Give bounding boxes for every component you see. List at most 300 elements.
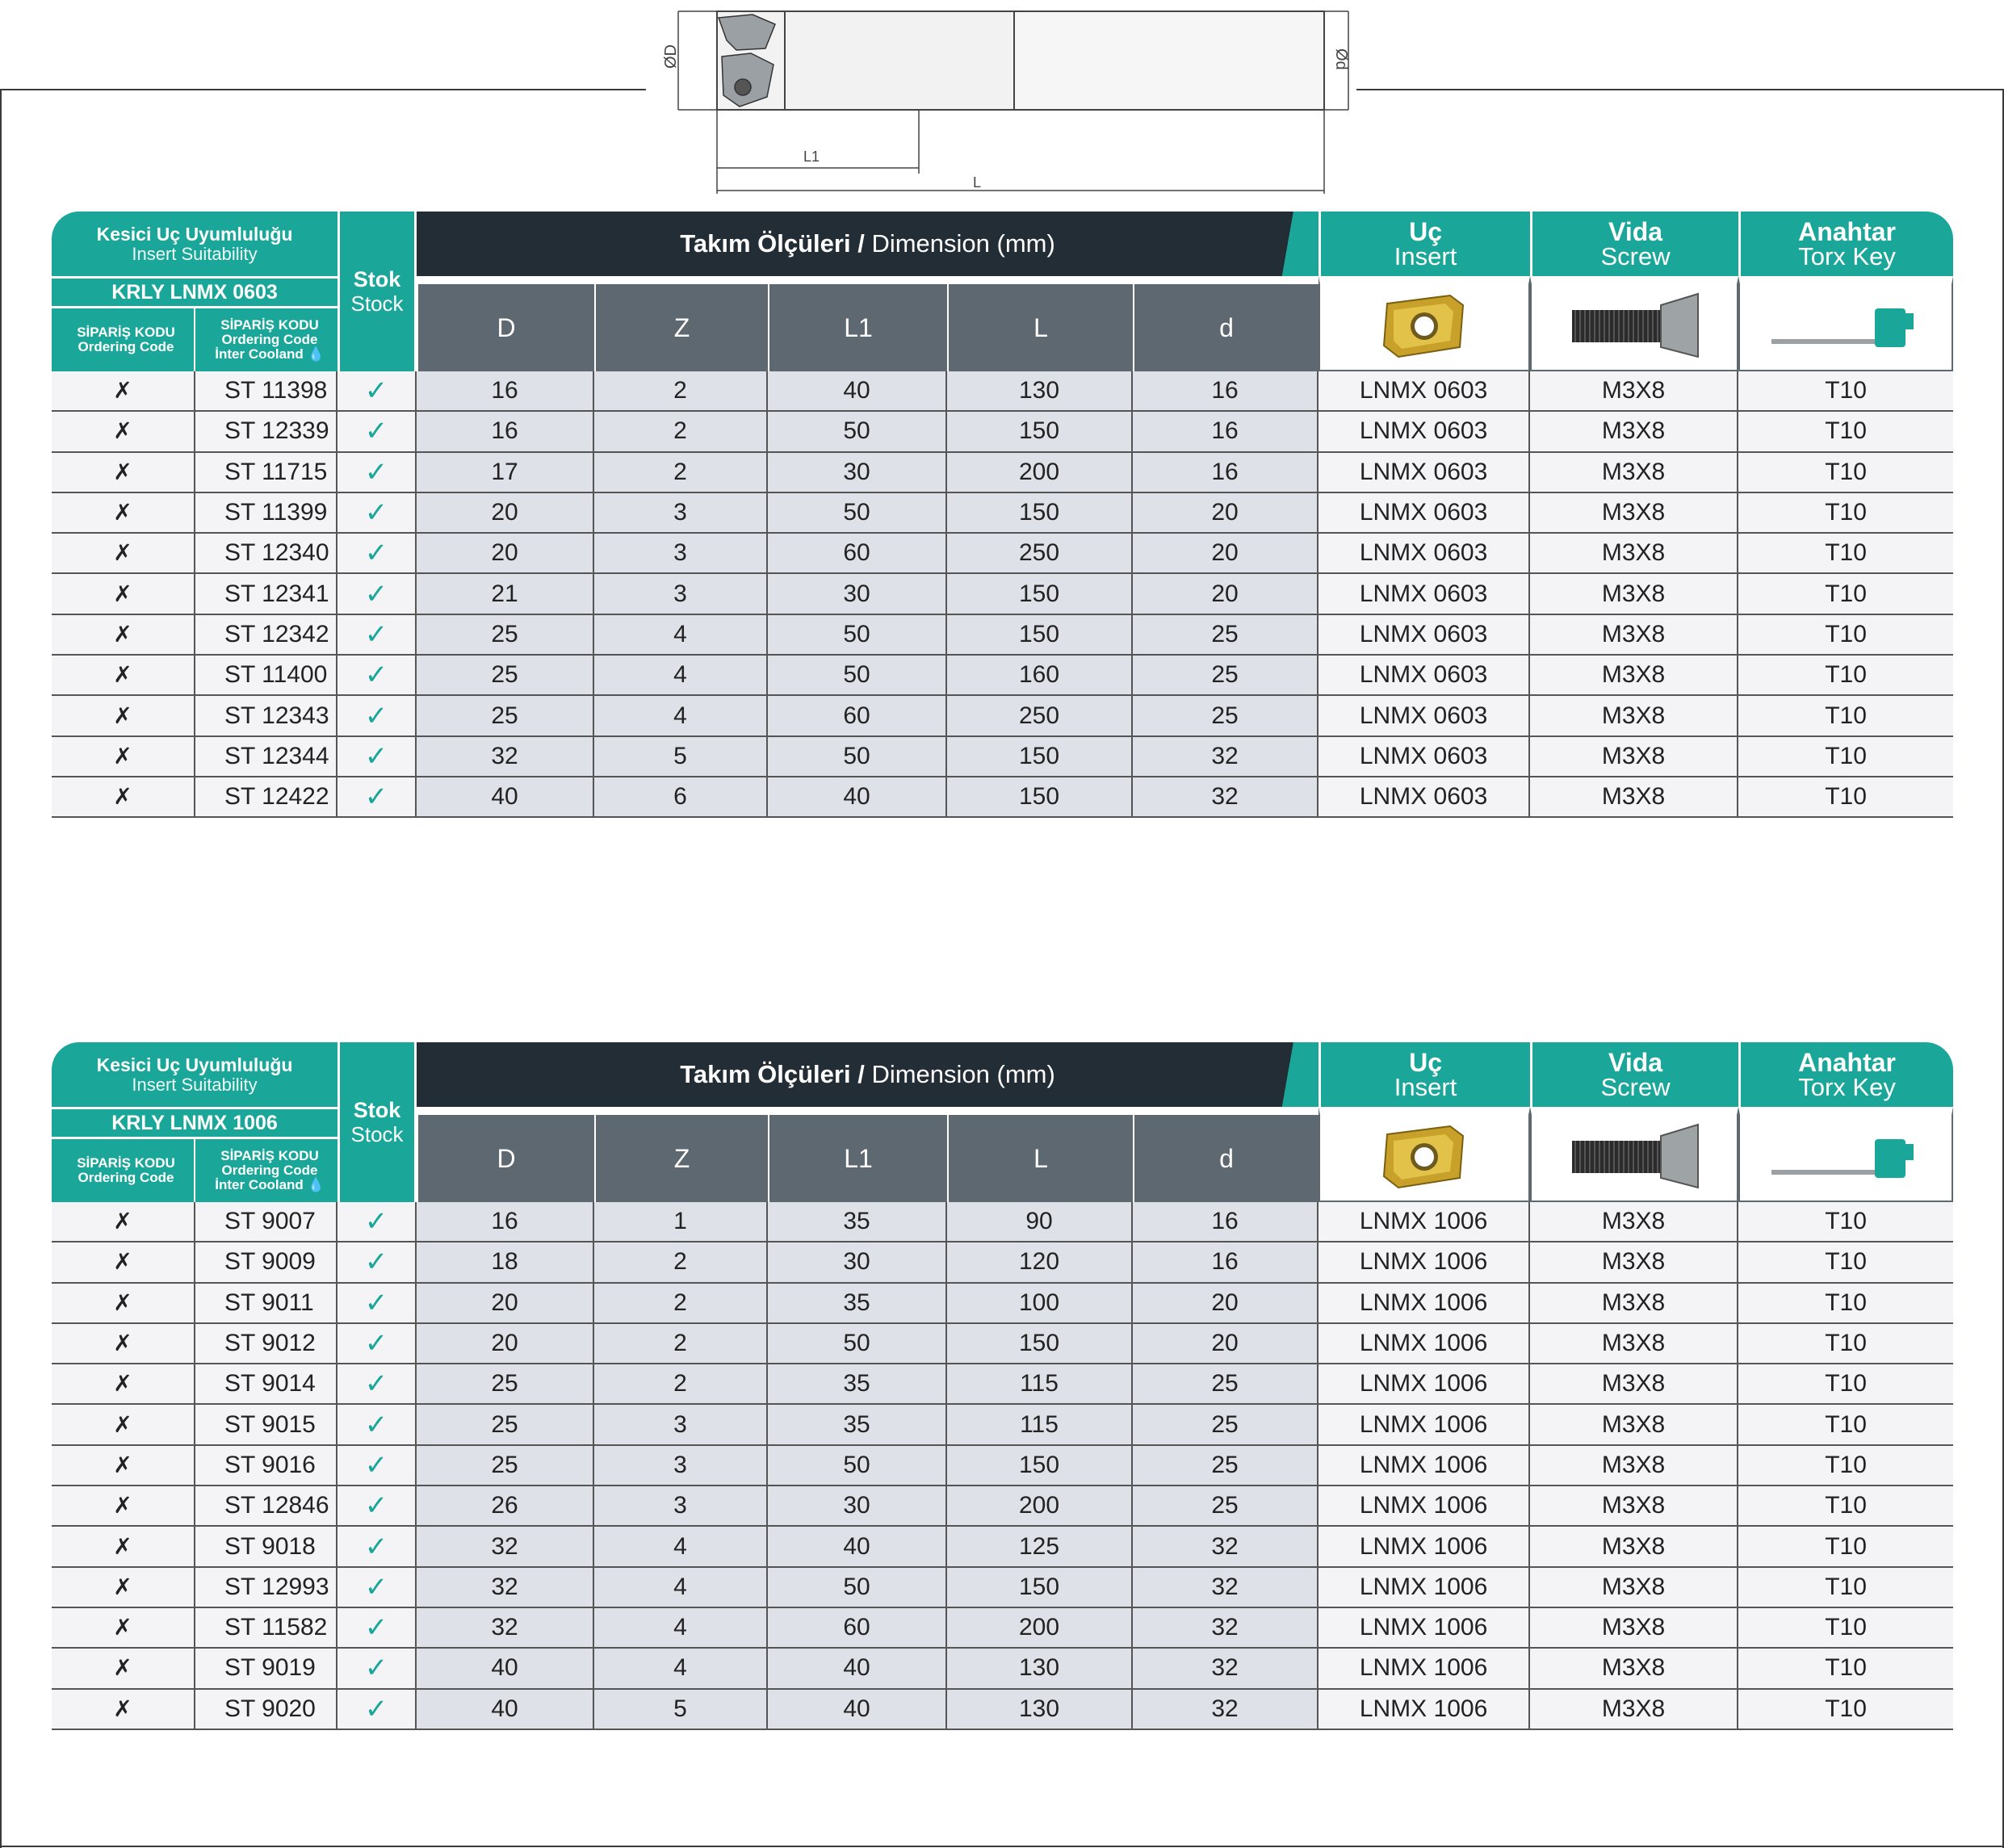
unavailable-mark: ✗: [113, 1289, 132, 1315]
key-cell: T10: [1738, 1242, 1953, 1283]
in-stock-check: ✓: [364, 375, 388, 407]
cell-d: 20: [1133, 1284, 1319, 1324]
ordering-code-cell: ST 9012: [195, 1324, 337, 1364]
table-row: [52, 1690, 1953, 1730]
label-D: ØD: [662, 44, 680, 69]
insert-cell: LNMX 1006: [1319, 1364, 1530, 1405]
cell-L: 150: [947, 1324, 1133, 1364]
cell-d: 32: [1133, 1608, 1319, 1649]
insert-cell: LNMX 0603: [1319, 371, 1530, 412]
unavailable-mark: ✗: [113, 540, 132, 566]
cell-Z: 5: [594, 737, 768, 777]
cell-L: 150: [947, 574, 1133, 614]
cell-Z: 3: [594, 574, 768, 614]
cell-L1: 50: [768, 1568, 947, 1608]
cell-Z: 3: [594, 534, 768, 574]
cell-D: 25: [417, 656, 594, 696]
cell-d: 16: [1133, 412, 1319, 452]
table-row: [52, 1405, 1953, 1445]
cell-d: 20: [1133, 534, 1319, 574]
screw-image: [1530, 1107, 1738, 1202]
cell-L: 115: [947, 1364, 1133, 1405]
cell-d: 32: [1133, 777, 1319, 818]
screw-cell: M3X8: [1530, 1527, 1738, 1567]
ordering-code-cell: ST 12344: [195, 737, 337, 777]
insert-suitability-header: [52, 1042, 337, 1107]
unavailable-mark: ✗: [113, 662, 132, 688]
ordering-code-subtitle: Ordering Code: [78, 339, 174, 354]
dimension-subtitle: Dimension (mm): [871, 229, 1055, 258]
table-row: [52, 453, 1953, 493]
insert-cell: LNMX 1006: [1319, 1527, 1530, 1567]
cell-Z: 3: [594, 1486, 768, 1527]
cell-L: 150: [947, 493, 1133, 534]
standard-code-cell: [52, 1364, 195, 1405]
in-stock-check: ✓: [364, 538, 388, 569]
screw-cell: M3X8: [1530, 1242, 1738, 1283]
stock-cell: [337, 1649, 417, 1689]
table-row: [52, 371, 1953, 412]
in-stock-check: ✓: [364, 456, 388, 488]
insert-cell: LNMX 1006: [1319, 1324, 1530, 1364]
ordering-code-cell: ST 9011: [195, 1284, 337, 1324]
dim-col-header-d: d: [1133, 276, 1319, 371]
standard-code-cell: [52, 1284, 195, 1324]
in-stock-check: ✓: [364, 497, 388, 529]
screw-image: [1530, 276, 1738, 371]
table-row: [52, 656, 1953, 696]
cell-L1: 50: [768, 737, 947, 777]
ordering-code-cell: ST 12343: [195, 696, 337, 736]
ordering-code-cell: ST 12339: [195, 412, 337, 452]
standard-code-cell: [52, 412, 195, 452]
table-row: [52, 1649, 1953, 1689]
cell-Z: 1: [594, 1202, 768, 1242]
stock-header: [337, 1042, 417, 1202]
key-image: [1738, 276, 1953, 371]
in-stock-check: ✓: [364, 1571, 388, 1603]
frame-top-left: [0, 89, 646, 90]
stock-subtitle: Stock: [350, 291, 404, 316]
cell-L: 150: [947, 737, 1133, 777]
product-table-lnmx-1006: [52, 1042, 1953, 1730]
ordering-code-cell: ST 9007: [195, 1202, 337, 1242]
insert-subtitle: Insert: [1394, 1072, 1457, 1101]
cell-D: 20: [417, 1284, 594, 1324]
cell-d: 32: [1133, 1649, 1319, 1689]
insert-image-icon: [1376, 1120, 1473, 1192]
cell-d: 20: [1133, 1324, 1319, 1364]
screw-cell: M3X8: [1530, 371, 1738, 412]
standard-code-cell: [52, 1486, 195, 1527]
cell-d: 25: [1133, 1486, 1319, 1527]
ordering-code-cell: ST 9018: [195, 1527, 337, 1567]
insert-cell: LNMX 0603: [1319, 493, 1530, 534]
in-stock-check: ✓: [364, 1206, 388, 1238]
cell-D: 32: [417, 1608, 594, 1649]
cell-D: 26: [417, 1486, 594, 1527]
insert-cell: LNMX 1006: [1319, 1486, 1530, 1527]
screw-subtitle: Screw: [1600, 1072, 1671, 1101]
standard-code-cell: [52, 1527, 195, 1567]
cell-L1: 40: [768, 371, 947, 412]
dimension-header: [417, 212, 1319, 276]
table-row: [52, 1284, 1953, 1324]
screw-cell: M3X8: [1530, 1364, 1738, 1405]
screw-cell: M3X8: [1530, 1649, 1738, 1689]
standard-code-cell: [52, 696, 195, 736]
screw-cell: M3X8: [1530, 1568, 1738, 1608]
dimension-title: Takım Ölçüleri /: [680, 229, 865, 258]
screw-cell: M3X8: [1530, 1446, 1738, 1486]
insert-suitability-subtitle: Insert Suitability: [132, 1075, 258, 1095]
dim-col-header-l1: L1: [768, 276, 947, 371]
cell-L: 160: [947, 656, 1133, 696]
cell-L1: 50: [768, 656, 947, 696]
dim-col-header-d: d: [1133, 1107, 1319, 1202]
table-row: [52, 1608, 1953, 1649]
stock-cell: [337, 1242, 417, 1283]
cell-L1: 50: [768, 615, 947, 656]
cell-D: 18: [417, 1242, 594, 1283]
in-stock-check: ✓: [364, 740, 388, 772]
screw-cell: M3X8: [1530, 777, 1738, 818]
screw-cell: M3X8: [1530, 737, 1738, 777]
cell-L: 200: [947, 1486, 1133, 1527]
cell-D: 25: [417, 696, 594, 736]
standard-code-cell: [52, 493, 195, 534]
screw-cell: M3X8: [1530, 1608, 1738, 1649]
key-subtitle: Torx Key: [1798, 241, 1896, 270]
screw-cell: M3X8: [1530, 493, 1738, 534]
ordering-code-cell: ST 12340: [195, 534, 337, 574]
screw-cell: M3X8: [1530, 1284, 1738, 1324]
ordering-code-cell: ST 9015: [195, 1405, 337, 1445]
unavailable-mark: ✗: [113, 1330, 132, 1356]
ordering-code-coolant-header: [195, 308, 337, 371]
standard-code-cell: [52, 1446, 195, 1486]
cell-Z: 4: [594, 656, 768, 696]
stock-cell: [337, 534, 417, 574]
dim-col-header-l: L: [947, 1107, 1133, 1202]
cell-Z: 4: [594, 1568, 768, 1608]
ordering-code-title: SİPARİŞ KODU: [77, 325, 175, 340]
cell-D: 16: [417, 412, 594, 452]
stock-cell: [337, 1202, 417, 1242]
standard-code-cell: [52, 574, 195, 614]
unavailable-mark: ✗: [113, 743, 132, 769]
cell-L1: 35: [768, 1202, 947, 1242]
stock-cell: [337, 1364, 417, 1405]
screw-cell: M3X8: [1530, 696, 1738, 736]
cell-d: 20: [1133, 574, 1319, 614]
insert-cell: LNMX 0603: [1319, 737, 1530, 777]
stock-cell: [337, 1690, 417, 1730]
insert-image-icon: [1376, 289, 1473, 362]
unavailable-mark: ✗: [113, 1574, 132, 1599]
ordering-code-subtitle: Ordering Code: [78, 1170, 174, 1185]
torx-key-icon: [1765, 1120, 1926, 1192]
cell-D: 40: [417, 1649, 594, 1689]
cell-Z: 2: [594, 1324, 768, 1364]
standard-code-cell: [52, 1608, 195, 1649]
cell-Z: 3: [594, 1446, 768, 1486]
cell-D: 20: [417, 493, 594, 534]
unavailable-mark: ✗: [113, 1695, 132, 1721]
key-column-header: [1738, 1042, 1953, 1107]
cell-Z: 4: [594, 696, 768, 736]
cell-D: 32: [417, 1568, 594, 1608]
cell-L: 250: [947, 696, 1133, 736]
ordering-code-cell: ST 12846: [195, 1486, 337, 1527]
key-cell: T10: [1738, 453, 1953, 493]
cell-Z: 2: [594, 412, 768, 452]
stock-title: Stok: [353, 1098, 401, 1122]
ordering-code-cell: ST 11399: [195, 493, 337, 534]
cell-d: 25: [1133, 615, 1319, 656]
ordering-code-cell: ST 9009: [195, 1242, 337, 1283]
screw-cell: M3X8: [1530, 1202, 1738, 1242]
stock-cell: [337, 1284, 417, 1324]
standard-code-cell: [52, 1690, 195, 1730]
stock-cell: [337, 453, 417, 493]
standard-code-cell: [52, 1405, 195, 1445]
key-cell: T10: [1738, 534, 1953, 574]
table-row: [52, 574, 1953, 614]
dim-col-header-l1: L1: [768, 1107, 947, 1202]
key-title: Anahtar: [1798, 1047, 1896, 1077]
insert-cell: LNMX 1006: [1319, 1690, 1530, 1730]
cell-d: 25: [1133, 1364, 1319, 1405]
inter-coolant-note: İnter Cooland: [215, 1177, 304, 1192]
key-cell: T10: [1738, 737, 1953, 777]
cell-L1: 50: [768, 1446, 947, 1486]
cell-Z: 4: [594, 1649, 768, 1689]
unavailable-mark: ✗: [113, 378, 132, 404]
cell-Z: 2: [594, 1364, 768, 1405]
dimension-header: [417, 1042, 1319, 1107]
stock-cell: [337, 696, 417, 736]
insert-title: Uç: [1409, 1047, 1442, 1077]
dimension-subtitle: Dimension (mm): [871, 1060, 1055, 1088]
cell-L1: 30: [768, 1486, 947, 1527]
insert-cell: LNMX 1006: [1319, 1446, 1530, 1486]
cell-Z: 3: [594, 1405, 768, 1445]
screw-cell: M3X8: [1530, 534, 1738, 574]
torx-key-icon: [1765, 289, 1926, 362]
ordering-code-cell: ST 9019: [195, 1649, 337, 1689]
cell-L1: 35: [768, 1364, 947, 1405]
key-column-header: [1738, 212, 1953, 276]
cell-Z: 4: [594, 1608, 768, 1649]
cell-d: 25: [1133, 1405, 1319, 1445]
insert-cell: LNMX 1006: [1319, 1405, 1530, 1445]
in-stock-check: ✓: [364, 416, 388, 447]
label-L: L: [973, 174, 982, 191]
in-stock-check: ✓: [364, 618, 388, 650]
cell-L1: 50: [768, 1324, 947, 1364]
key-cell: T10: [1738, 371, 1953, 412]
screw-title: Vida: [1608, 1047, 1663, 1077]
cell-Z: 5: [594, 1690, 768, 1730]
table-row: [52, 1242, 1953, 1283]
key-cell: T10: [1738, 1202, 1953, 1242]
unavailable-mark: ✗: [113, 459, 132, 484]
cell-d: 32: [1133, 1690, 1319, 1730]
table-row: [52, 1568, 1953, 1608]
insert-suitability-subtitle: Insert Suitability: [132, 244, 258, 264]
ordering-code-cell: ST 11400: [195, 656, 337, 696]
screw-column-header: [1530, 1042, 1738, 1107]
unavailable-mark: ✗: [113, 1371, 132, 1397]
ordering-code-coolant-title: SİPARİŞ KODU: [220, 1148, 319, 1163]
dim-col-header-z: Z: [594, 276, 768, 371]
cell-L1: 40: [768, 1690, 947, 1730]
insert-suitability-header: [52, 212, 337, 276]
in-stock-check: ✓: [364, 1653, 388, 1684]
in-stock-check: ✓: [364, 578, 388, 610]
cell-L1: 40: [768, 777, 947, 818]
stock-title: Stok: [353, 267, 401, 291]
insert-cell: LNMX 0603: [1319, 696, 1530, 736]
in-stock-check: ✓: [364, 782, 388, 813]
cell-L: 100: [947, 1284, 1133, 1324]
key-cell: T10: [1738, 1284, 1953, 1324]
cell-L: 150: [947, 412, 1133, 452]
in-stock-check: ✓: [364, 1328, 388, 1360]
stock-cell: [337, 1324, 417, 1364]
inter-coolant-note: İnter Cooland: [215, 346, 304, 362]
cell-L: 125: [947, 1527, 1133, 1567]
stock-subtitle: Stock: [350, 1122, 404, 1146]
cell-L1: 30: [768, 453, 947, 493]
stock-cell: [337, 574, 417, 614]
unavailable-mark: ✗: [113, 1209, 132, 1234]
insert-cell: LNMX 0603: [1319, 615, 1530, 656]
cell-Z: 3: [594, 493, 768, 534]
cell-d: 25: [1133, 696, 1319, 736]
unavailable-mark: ✗: [113, 702, 132, 728]
ordering-code-cell: ST 12341: [195, 574, 337, 614]
screw-subtitle: Screw: [1600, 241, 1671, 270]
table-row: [52, 493, 1953, 534]
cell-D: 20: [417, 534, 594, 574]
unavailable-mark: ✗: [113, 1452, 132, 1477]
cell-D: 25: [417, 1405, 594, 1445]
stock-cell: [337, 371, 417, 412]
table-row: [52, 1486, 1953, 1527]
stock-cell: [337, 412, 417, 452]
table-row: [52, 1202, 1953, 1242]
cell-L: 115: [947, 1405, 1133, 1445]
frame-left: [0, 89, 2, 1848]
cell-D: 40: [417, 777, 594, 818]
table-row: [52, 737, 1953, 777]
in-stock-check: ✓: [364, 1490, 388, 1522]
screw-image-icon: [1566, 289, 1703, 362]
unavailable-mark: ✗: [113, 1533, 132, 1559]
cell-D: 25: [417, 1364, 594, 1405]
table-row: [52, 412, 1953, 452]
table-row: [52, 777, 1953, 818]
cell-D: 32: [417, 1527, 594, 1567]
cell-Z: 2: [594, 1242, 768, 1283]
key-cell: T10: [1738, 1324, 1953, 1364]
cell-d: 20: [1133, 493, 1319, 534]
standard-code-cell: [52, 1202, 195, 1242]
ordering-code-coolant-subtitle: Ordering Code: [221, 1163, 318, 1178]
key-cell: T10: [1738, 412, 1953, 452]
stock-cell: [337, 656, 417, 696]
key-cell: T10: [1738, 1690, 1953, 1730]
screw-cell: M3X8: [1530, 574, 1738, 614]
standard-code-cell: [52, 453, 195, 493]
standard-code-cell: [52, 371, 195, 412]
product-table-lnmx-0603: [52, 212, 1953, 818]
ordering-code-coolant-title: SİPARİŞ KODU: [220, 317, 319, 333]
ordering-code-header: [52, 1139, 195, 1202]
in-stock-check: ✓: [364, 1531, 388, 1562]
ordering-code-cell: ST 11582: [195, 1608, 337, 1649]
ordering-code-coolant-subtitle: Ordering Code: [221, 332, 318, 347]
coolant-drop-icon: 💧: [307, 1177, 325, 1192]
in-stock-check: ✓: [364, 1247, 388, 1278]
standard-code-cell: [52, 615, 195, 656]
key-cell: T10: [1738, 1446, 1953, 1486]
unavailable-mark: ✗: [113, 1615, 132, 1641]
in-stock-check: ✓: [364, 1368, 388, 1400]
cell-L: 130: [947, 1649, 1133, 1689]
frame-bottom: [0, 1846, 2004, 1847]
ordering-code-header: [52, 308, 195, 371]
unavailable-mark: ✗: [113, 1249, 132, 1275]
screw-image-icon: [1566, 1120, 1703, 1192]
cell-Z: 4: [594, 1527, 768, 1567]
cell-L1: 40: [768, 1527, 947, 1567]
cell-D: 20: [417, 1324, 594, 1364]
stock-cell: [337, 1527, 417, 1567]
key-cell: T10: [1738, 1486, 1953, 1527]
standard-code-cell: [52, 737, 195, 777]
standard-code-cell: [52, 1324, 195, 1364]
key-cell: T10: [1738, 1608, 1953, 1649]
standard-code-cell: [52, 534, 195, 574]
screw-cell: M3X8: [1530, 453, 1738, 493]
in-stock-check: ✓: [364, 1287, 388, 1318]
stock-cell: [337, 1405, 417, 1445]
cell-D: 16: [417, 371, 594, 412]
standard-code-cell: [52, 1568, 195, 1608]
insert-cell: LNMX 0603: [1319, 453, 1530, 493]
insert-image: [1319, 1107, 1530, 1202]
table-row: [52, 696, 1953, 736]
insert-cell: LNMX 1006: [1319, 1202, 1530, 1242]
insert-cell: LNMX 0603: [1319, 534, 1530, 574]
key-cell: T10: [1738, 1405, 1953, 1445]
ordering-code-cell: ST 9016: [195, 1446, 337, 1486]
cell-L: 130: [947, 1690, 1133, 1730]
frame-top-right: [1356, 89, 2004, 90]
cell-d: 32: [1133, 1568, 1319, 1608]
cell-L: 150: [947, 777, 1133, 818]
ordering-code-cell: ST 12422: [195, 777, 337, 818]
series-label: KRLY LNMX 0603: [52, 276, 337, 308]
key-title: Anahtar: [1798, 216, 1896, 246]
insert-cell: LNMX 0603: [1319, 574, 1530, 614]
key-cell: T10: [1738, 1364, 1953, 1405]
cell-Z: 2: [594, 1284, 768, 1324]
insert-cell: LNMX 1006: [1319, 1568, 1530, 1608]
